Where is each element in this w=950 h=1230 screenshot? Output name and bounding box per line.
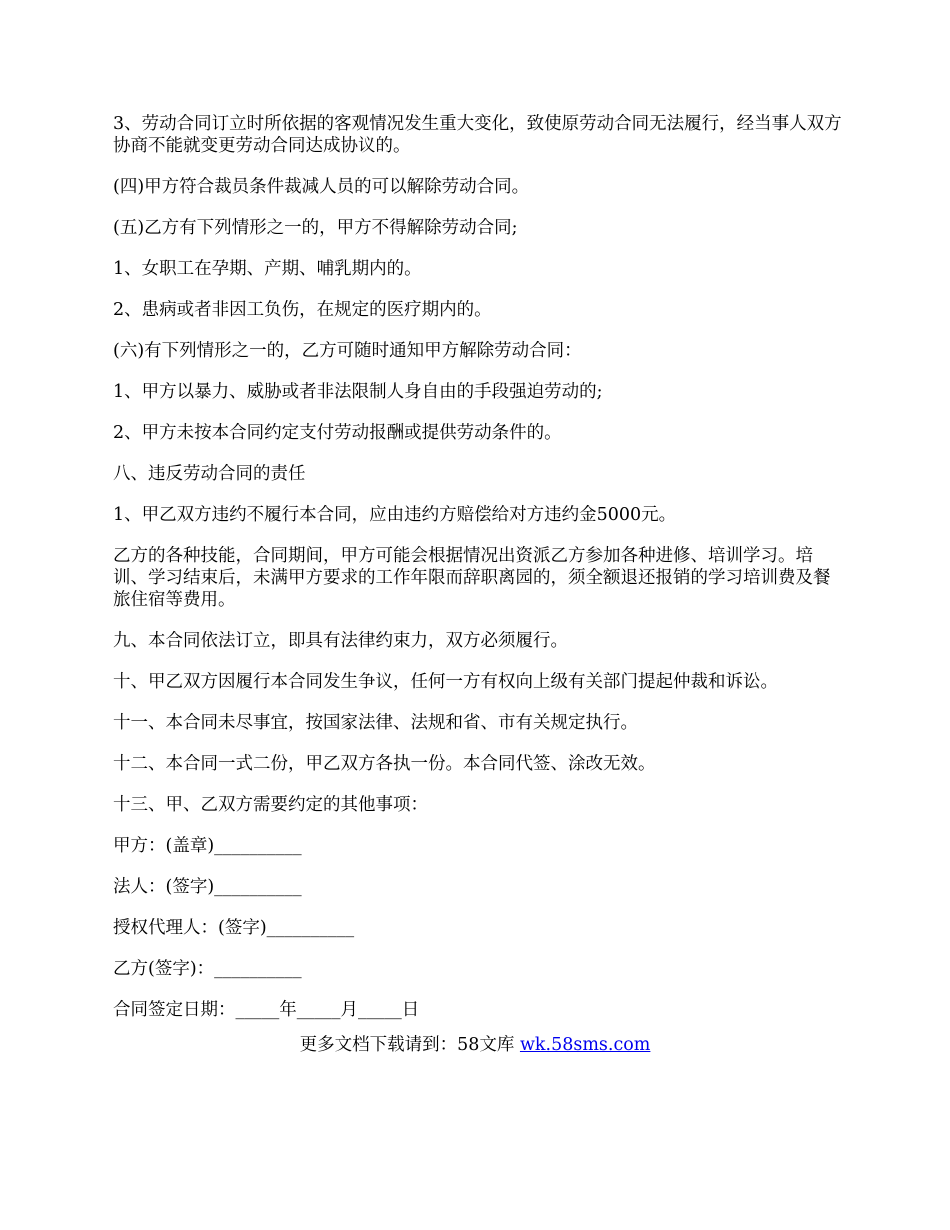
paragraph-article-10: 十、甲乙双方因履行本合同发生争议，任何一方有权向上级有关部门提起仲裁和诉讼。 [113, 672, 778, 692]
paragraph-article-8-item-1: 1、甲乙双方违约不履行本合同，应由违约方赔偿给对方违约金5000元。 [113, 505, 677, 525]
contract-signing-date: 合同签定日期：_____年_____月_____日 [113, 1000, 420, 1020]
paragraph-section-6: (六)有下列情形之一的，乙方可随时通知甲方解除劳动合同： [113, 341, 582, 361]
paragraph-section-5-item-1: 1、女职工在孕期、产期、哺乳期内的。 [113, 259, 422, 279]
paragraph-article-12: 十二、本合同一式二份，甲乙双方各执一份。本合同代签、涂改无效。 [113, 754, 656, 774]
paragraph-section-4: (四)甲方符合裁员条件裁减人员的可以解除劳动合同。 [113, 177, 530, 197]
signature-authorized-agent: 授权代理人：(签字)__________ [113, 918, 355, 938]
paragraph-article-11: 十一、本合同未尽事宜，按国家法律、法规和省、市有关规定执行。 [113, 713, 638, 733]
paragraph-article-13: 十三、甲、乙双方需要约定的其他事项： [113, 795, 428, 815]
paragraph-section-6-item-1: 1、甲方以暴力、威胁或者非法限制人身自由的手段强迫劳动的; [113, 382, 603, 402]
signature-party-a: 甲方：(盖章)__________ [113, 836, 302, 856]
paragraph-training-clause: 乙方的各种技能，合同期间，甲方可能会根据情况出资派乙方参加各种进修、培训学习。培训、学习结束后，未满甲方要求的工作年限而辞职离园的，须全额退还报销的学习培训费及餐旅住宿等费用。 [113, 546, 831, 610]
paragraph-article-9: 九、本合同依法订立，即具有法律约束力，双方必须履行。 [113, 631, 568, 651]
footer-link[interactable]: wk.58sms.com [519, 1035, 651, 1055]
paragraph-section-6-item-2: 2、甲方未按本合同约定支付劳动报酬或提供劳动条件的。 [113, 423, 562, 443]
paragraph-clause-3: 3、劳动合同订立时所依据的客观情况发生重大变化，致使原劳动合同无法履行，经当事人双方协商不能就变更劳动合同达成协议的。 [113, 114, 842, 156]
heading-article-8: 八、违反劳动合同的责任 [113, 464, 306, 484]
paragraph-section-5-item-2: 2、患病或者非因工负伤，在规定的医疗期内的。 [113, 300, 492, 320]
footer-text: 更多文档下载请到：58文库 [299, 1035, 520, 1055]
document-body [113, 113, 843, 1040]
footer [0, 1034, 950, 1056]
signature-party-b: 乙方(签字)：__________ [113, 959, 302, 979]
signature-legal-person: 法人：(签字)__________ [113, 877, 302, 897]
paragraph-section-5: (五)乙方有下列情形之一的，甲方不得解除劳动合同; [113, 218, 518, 238]
